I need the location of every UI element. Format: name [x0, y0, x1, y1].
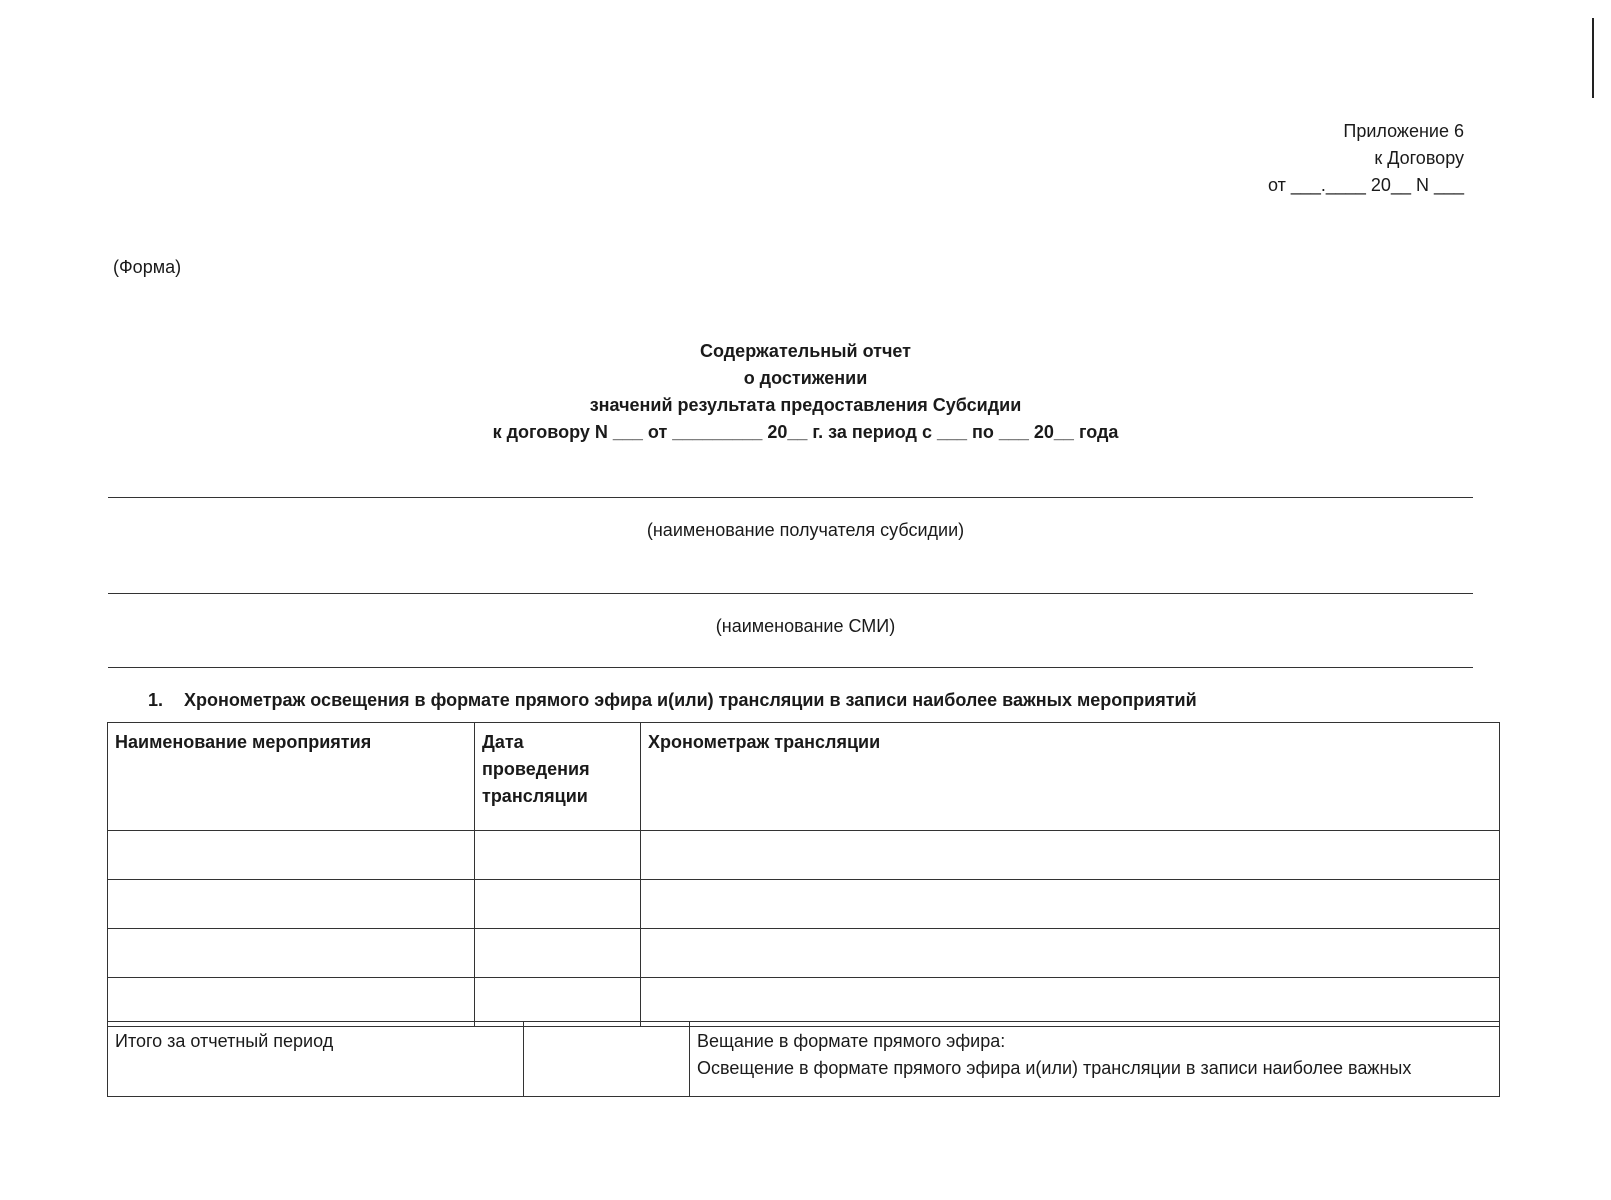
header-event-name: Наименование мероприятия — [108, 723, 475, 831]
broadcast-duration-cell[interactable] — [641, 831, 1500, 880]
broadcast-duration-cell[interactable] — [641, 929, 1500, 978]
recipient-caption: (наименование получателя субсидии) — [646, 520, 965, 540]
title-line-4: к договору N ___ от _________ 20__ г. за период с ___ по ___ 20__ года — [492, 422, 1119, 442]
broadcast-date-cell[interactable] — [475, 929, 641, 978]
totals-label: Итого за отчетный период — [108, 1022, 524, 1097]
title-line-2: о достижении — [743, 368, 868, 388]
broadcast-duration-cell[interactable] — [641, 880, 1500, 929]
header-broadcast-date: Дата проведения трансляции — [475, 723, 641, 831]
totals-table — [107, 1021, 1500, 1097]
event-name-cell[interactable] — [108, 929, 475, 978]
broadcast-date-cell[interactable] — [475, 978, 641, 1027]
table-row — [108, 978, 1500, 1027]
media-caption: (наименование СМИ) — [715, 616, 896, 636]
broadcast-date-cell[interactable] — [475, 831, 641, 880]
scan-edge-mark — [1592, 18, 1594, 98]
table-row — [108, 880, 1500, 929]
totals-note-line-2: Освещение в формате прямого эфира и(или) трансляции в записи наиболее важных — [697, 1058, 1412, 1078]
broadcast-duration-cell[interactable] — [641, 978, 1500, 1027]
table-row — [108, 831, 1500, 880]
separator-line — [108, 667, 1473, 668]
title-line-1: Содержательный отчет — [700, 341, 911, 361]
appendix-reference — [1268, 118, 1464, 199]
title-line-3: значений результата предоставления Субсидии — [589, 395, 1022, 415]
broadcast-table — [107, 722, 1500, 1027]
header-broadcast-duration: Хронометраж трансляции — [641, 723, 1500, 831]
appendix-contract: к Договору — [1374, 148, 1464, 168]
totals-row — [108, 1022, 1500, 1097]
appendix-date-number: от ___.____ 20__ N ___ — [1267, 175, 1464, 195]
document-title — [0, 338, 1611, 446]
recipient-name-line[interactable] — [108, 497, 1473, 498]
broadcast-date-cell[interactable] — [475, 880, 641, 929]
section-number: 1. — [148, 690, 164, 710]
table-header-row — [108, 723, 1500, 831]
appendix-number: Приложение 6 — [1343, 121, 1464, 141]
table-row — [108, 929, 1500, 978]
form-label: (Форма) — [113, 257, 182, 277]
event-name-cell[interactable] — [108, 880, 475, 929]
media-name-line[interactable] — [108, 593, 1473, 594]
totals-note-line-1: Вещание в формате прямого эфира: — [697, 1031, 1006, 1051]
section-title: Хронометраж освещения в формате прямого эфира и(или) трансляции в записи наиболее важных мероприятий — [184, 690, 1197, 710]
totals-note — [690, 1022, 1500, 1097]
event-name-cell[interactable] — [108, 978, 475, 1027]
totals-value-cell[interactable] — [524, 1022, 690, 1097]
event-name-cell[interactable] — [108, 831, 475, 880]
section-heading — [148, 690, 1197, 711]
